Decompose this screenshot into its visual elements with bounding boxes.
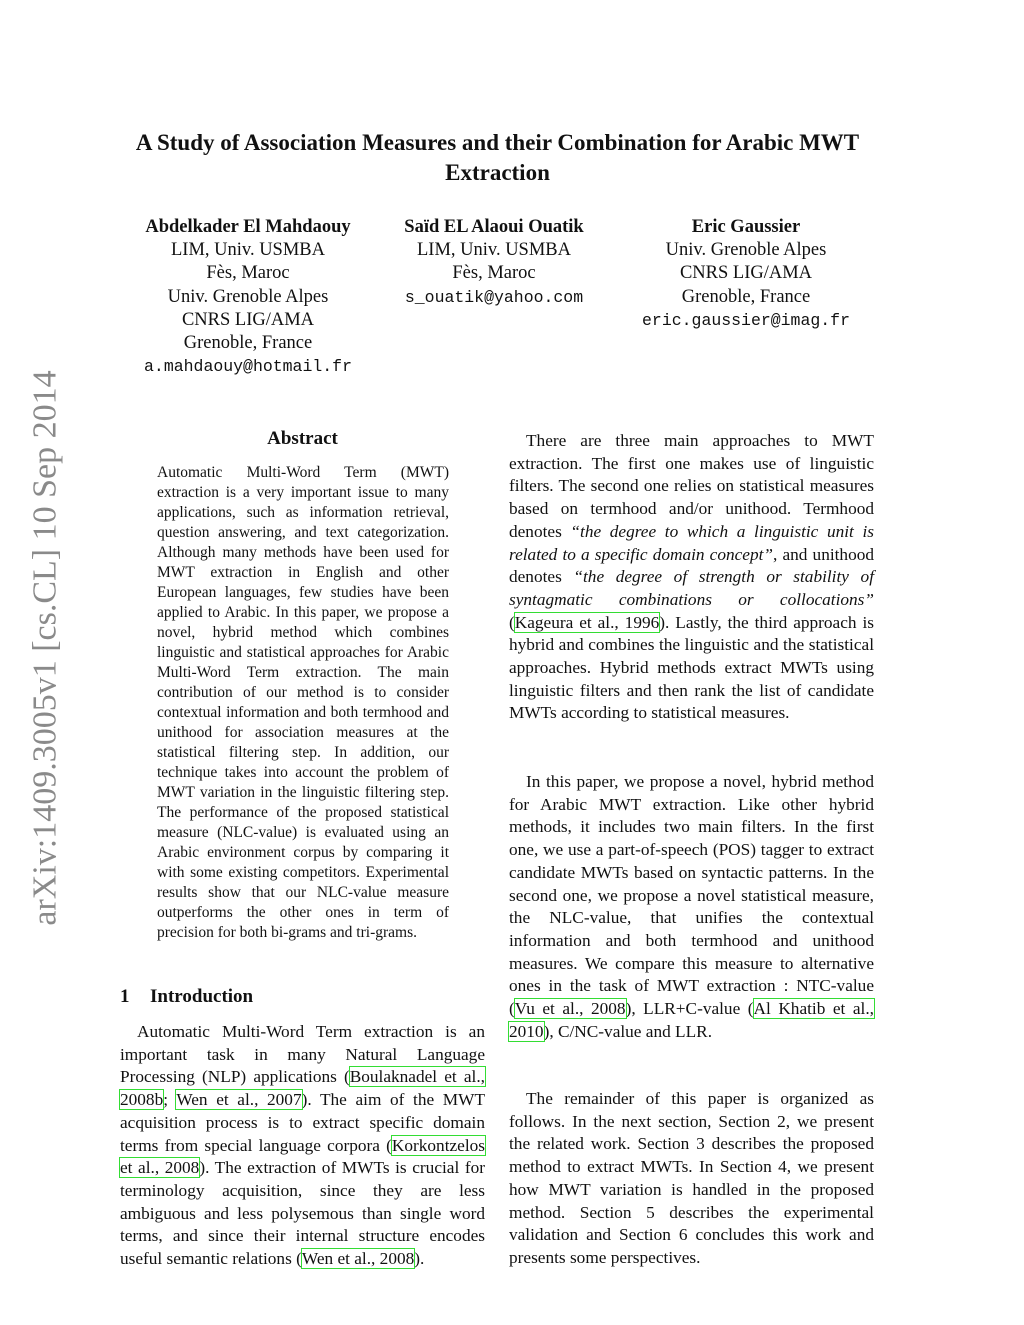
paper-title: A Study of Association Measures and their Combination for Arabic MWT Extraction (135, 130, 860, 185)
citation-link[interactable]: Wen et al., 2007 (176, 1090, 302, 1110)
paragraph: Automatic Multi-Word Term extraction is an important task in many Natural Language Processing (NLP) applications (Boulaknadel et al., 2008b; Wen et al., 2007). The aim of the MWT acquisition process is to extract specific domain terms from special language corpora (Korkontzelos et al., 2008). The extraction of MWTs is crucial for terminology acquisition, since they are less ambiguous and less polysemous than single word terms, and since their internal structure encodes useful semantic relations (Wen et al., 2008). (120, 1022, 485, 1269)
citation-link[interactable]: Kageura et al., 1996 (514, 612, 660, 632)
abstract-heading: Abstract (267, 428, 338, 449)
section-number: 1 (120, 986, 130, 1007)
author-affiliation: Fès, Maroc (206, 263, 290, 284)
author-affiliation: CNRS LIG/AMA (679, 263, 813, 284)
author-affiliation: LIM, Univ. USMBA (170, 240, 325, 261)
right-paragraph-3 (509, 1088, 874, 1270)
citation-link[interactable]: Vu et al., 2008 (514, 999, 626, 1019)
author-name: Saïd EL Alaoui Ouatik (404, 217, 584, 237)
right-paragraph-2 (509, 771, 874, 1043)
section-heading (120, 986, 485, 1008)
author-name: Eric Gaussier (691, 217, 801, 237)
author-affiliation: Grenoble, France (681, 286, 811, 307)
abstract-text: Automatic Multi-Word Term (MWT) extraction is a very important issue to many applications, such as information retrieval, question answering, and text categorization. Although many methods have been used for MWT extraction in English and other European languages, few studies have been applied to Arabic. In this paper, we propose a novel, hybrid method which combines linguistic and statistical approaches for Arabic Multi-Word Term extraction. The main contribution of our method is to consider contextual information and both termhood and unithood for association measures at the statistical filtering step. In addition, our technique takes into account the problem of MWT variation in the linguistic filtering step. The performance of the proposed statistical measure (NLC-value) is evaluated using an Arabic environment corpus by comparing it with some existing competitors. Experimental results show that our NLC-value measure outperforms the other ones in term of precision for both bi-grams and tri-grams. (157, 464, 449, 941)
citation-link[interactable]: Wen et al., 2008 (301, 1249, 415, 1269)
author-email: eric.gaussier@imag.fr (642, 310, 850, 330)
arxiv-stamp: arXiv:1409.3005v1 [cs.CL] 10 Sep 2014 (27, 369, 64, 926)
author-affiliation: Univ. Grenoble Alpes (665, 240, 827, 261)
paragraph: The remainder of this paper is organized as follows. In the next section, Section 2, we present the related work. Section 3 describes the proposed method to extract MWTs. In Section 4, we present how MWT variation is handled in the proposed method. Section 5 describes the experimental validation and Section 6 concludes this work and presents some perspectives. (509, 1089, 874, 1267)
author-email: a.mahdaouy@hotmail.fr (144, 357, 352, 377)
citation-link[interactable]: Boulaknadel et al., 2008b (120, 1067, 485, 1110)
section-title: Introduction (150, 986, 254, 1007)
author-3 (618, 216, 874, 332)
author-affiliation: LIM, Univ. USMBA (416, 240, 571, 261)
citation-link[interactable]: Korkontzelos et al., 2008 (120, 1135, 485, 1178)
author-email: s_ouatik@yahoo.com (404, 287, 584, 307)
citation-link[interactable]: Al Khatib et al., 2010 (509, 999, 874, 1041)
author-1 (118, 216, 378, 378)
author-affiliation: Fès, Maroc (452, 263, 536, 284)
paragraph: There are three main approaches to MWT extraction. The first one makes use of linguistic filters. The second one relies on statistical measures based on termhood and/or unithood. Termhood denotes “the degree to which a linguistic unit is related to a specific domain concept”, and unithood denotes “the degree of strength or stability of syntagmatic combinations or collocations” (Kageura et al., 1996). Lastly, the third approach is hybrid and combines the linguistic and the statistical approaches. Hybrid methods extract MWTs using linguistic filters and then rank the list of candidate MWTs according to statistical measures. (509, 431, 875, 723)
right-paragraph-1 (509, 430, 874, 725)
author-2 (382, 216, 606, 309)
author-name: Abdelkader El Mahdaouy (145, 217, 351, 237)
author-affiliation: Grenoble, France (183, 333, 313, 354)
intro-body (120, 1021, 485, 1271)
author-affiliation: CNRS LIG/AMA (181, 309, 315, 330)
author-affiliation: Univ. Grenoble Alpes (167, 286, 329, 307)
paragraph: In this paper, we propose a novel, hybrid method for Arabic MWT extraction. Like other hybrid methods, it includes two main filters. In the first one, we use a part-of-speech (POS) tagger to extract candidate MWTs based on syntactic patterns. In the second one, we propose a novel statistical measure, the NLC-value, that unifies the contextual information and both termhood and unithood measures. We compare this measure to alternative ones in the task of MWT extraction : NTC-value (Vu et al., 2008), LLR+C-value (Al Khatib et al., 2010), C/NC-value and LLR. (509, 772, 874, 1041)
